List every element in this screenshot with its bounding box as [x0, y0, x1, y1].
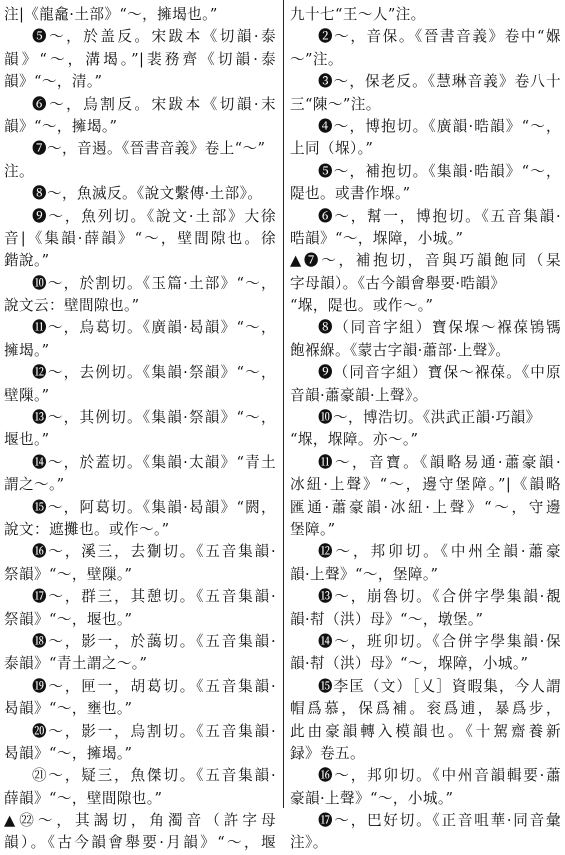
text-line: 韻）。《古今韻會舉要·月韻》“～，堰 — [4, 834, 276, 852]
text-line: 音|《集韻·薛韻》“～，壁間隙也。徐 — [4, 229, 276, 247]
text-line: 謂之～。” — [4, 476, 65, 494]
text-line: 注》。 — [290, 834, 328, 852]
text-line: 泰韻》“青土謂之～。” — [4, 655, 148, 673]
text-line: 韻·上聲》“～，堡障。” — [290, 565, 439, 583]
text-line: ⓭～，其例切。《集韻·祭韻》“～， — [32, 409, 276, 427]
text-line: ❾～，魚列切。《說文·土部》大徐 — [32, 207, 276, 225]
text-line: 韻》“～，溝堨。”|裴務齊《切韻·泰 — [4, 50, 276, 68]
text-line: 隄也。或書作堢。” — [290, 185, 411, 203]
text-line: 此由豪韻轉入模韻也。《十駕齋養新 — [290, 722, 561, 740]
text-line: ⓮～，於蓋切。《集韻·太韻》“青土 — [32, 453, 276, 471]
text-line: 韻·幇（洪）母》“～，堢障，小城。” — [290, 655, 529, 673]
text-line: ⓯李匡（文）［乂］資暇集，今人謂 — [318, 677, 561, 695]
text-line: 字母韻）。《古今韻會舉要·晧韻》 — [290, 274, 506, 292]
text-line: ⓱～，巴好切。《正音咀華·同音彙 — [318, 812, 561, 830]
text-line: ⓮～，班卯切。《合併字學集韻·保 — [318, 632, 561, 650]
text-line: ❺～，補抱切。《集韻·晧韻》“～， — [318, 162, 561, 180]
text-line: 擁堨。” — [4, 341, 50, 359]
text-line: 冰紐·上聲》“～，邊守堡障。”|《韻略 — [290, 476, 561, 494]
text-line: 音韻·蕭豪韻·上聲》。 — [290, 386, 428, 404]
text-line: ❽～，魚滅反。《說文繫傳·土部》。 — [32, 185, 263, 203]
text-line: ⓲～，影一，於藹切。《五音集韻· — [32, 632, 276, 650]
column-divider — [283, 0, 284, 808]
text-line: ❻～，幫一，博抱切。《五音集韻· — [318, 207, 561, 225]
text-line: ⓱～，群三，其憩切。《五音集韻· — [32, 588, 276, 606]
text-line: 韻·幇（洪）母》“～，墩堡。” — [290, 610, 484, 628]
text-line: ⓫～，烏葛切。《廣韻·曷韻》“～， — [32, 319, 276, 337]
text-line: 豪韻·上聲》“～，小城。” — [290, 789, 454, 807]
text-line: ㉑～，疑三，魚傑切。《五音集韻· — [32, 767, 276, 785]
text-line: 晧韻》“～，堢障，小城。” — [290, 229, 464, 247]
text-line: 九十七“王～人”注。 — [290, 6, 426, 23]
text-line: 録》卷五。 — [290, 744, 365, 762]
text-line: ❷～，音保。《晉書音義》卷中“媬 — [318, 28, 561, 46]
text-line: 三“陳～”注。 — [290, 95, 381, 113]
text-line: ～”注。 — [290, 50, 343, 68]
text-line: 說文云：壁間隙也。” — [4, 297, 140, 315]
text-line: ⓬～，邦卯切。《中州全韻·蕭豪 — [318, 543, 561, 561]
text-line: ⓬～，去例切。《集韻·祭韻》“～， — [32, 364, 276, 382]
text-line: ⓴～，影一，烏割切。《五音集韻· — [32, 722, 276, 740]
text-line: 祭韻》“～，壁隟。” — [4, 565, 133, 583]
text-line: 曷韻》“～，壅也。” — [4, 700, 133, 718]
text-line: ❻～，烏割反。宋跋本《切韻·末 — [32, 95, 276, 113]
text-line: ❺～，於盖反。宋跋本《切韻·泰 — [32, 28, 276, 46]
text-line: “堢，隄也。或作～。” — [290, 297, 434, 315]
text-line: 注。 — [4, 162, 34, 180]
text-line: 韻》“～，清。” — [4, 73, 103, 91]
text-line: ❽（同音字組）寶保堢～褓葆鴇駂 — [318, 319, 561, 337]
text-line: ❾（同音字組）寶保～褓葆。《中原 — [318, 364, 561, 382]
text-line: 帽爲慕，保爲補。衮爲逋，暴爲步， — [290, 700, 561, 718]
text-line: ▲㉒～，其謁切，角濁音（許字母 — [4, 812, 276, 830]
text-line: 薛韻》“～，壁間隙也。” — [4, 789, 163, 807]
text-line: ⓳～，匣一，胡葛切。《五音集韻· — [32, 677, 276, 695]
text-line: 鍇說。” — [4, 252, 50, 270]
text-line: ⓰～，邦卯切。《中州音韻輯要·蕭 — [318, 767, 561, 785]
text-line: 堡障。” — [290, 520, 336, 538]
text-line: ⓯～，阿葛切。《集韻·曷韻》“閼， — [32, 498, 276, 516]
text-line: 上同（堢）。” — [290, 140, 374, 158]
text-line: 飽褓緥。《蒙古字韻·蕭部·上聲》。 — [290, 341, 511, 359]
text-line: ❼～，音遏。《晉書音義》卷上“～” — [32, 140, 266, 158]
text-line: 說文：遮攤也。或作～。” — [4, 520, 170, 538]
right-column — [290, 4, 561, 855]
text-line: ⓰～，溪三，去猘切。《五音集韻· — [32, 543, 276, 561]
text-line: ▲❼～，補抱切，音與巧韻飽同（杲 — [290, 252, 561, 270]
text-line: 韻》“～，擁堨。” — [4, 117, 118, 135]
text-line: 壁隟。” — [4, 386, 50, 404]
text-line: 堰也。” — [4, 431, 50, 449]
text-line: ❿～，博浩切。《洪武正韻·巧韻》 — [318, 409, 541, 427]
text-line: ⓫～，音寶。《韻略易通·蕭豪韻· — [318, 453, 561, 471]
left-column — [4, 4, 276, 855]
text-line: ❸～，保老反。《慧琳音義》卷八十 — [318, 73, 561, 91]
text-line: “堢，堢障。亦～。” — [290, 431, 419, 449]
text-line: 注|《龍龕·土部》“～，擁堨也。” — [4, 6, 218, 23]
text-line: 祭韻》“～，堰也。” — [4, 610, 133, 628]
text-line: 匯通·蕭豪韻·冰紐·上聲》“～，守邊 — [290, 498, 561, 516]
text-line: ⓭～，崩魯切。《合併字學集韻·覩 — [318, 588, 561, 606]
text-line: ❿～，於割切。《玉篇·土部》“～， — [32, 274, 276, 292]
text-line: ❹～，博抱切。《廣韻·晧韻》“～， — [318, 117, 561, 135]
text-line: 曷韻》“～，擁堨。” — [4, 744, 133, 762]
